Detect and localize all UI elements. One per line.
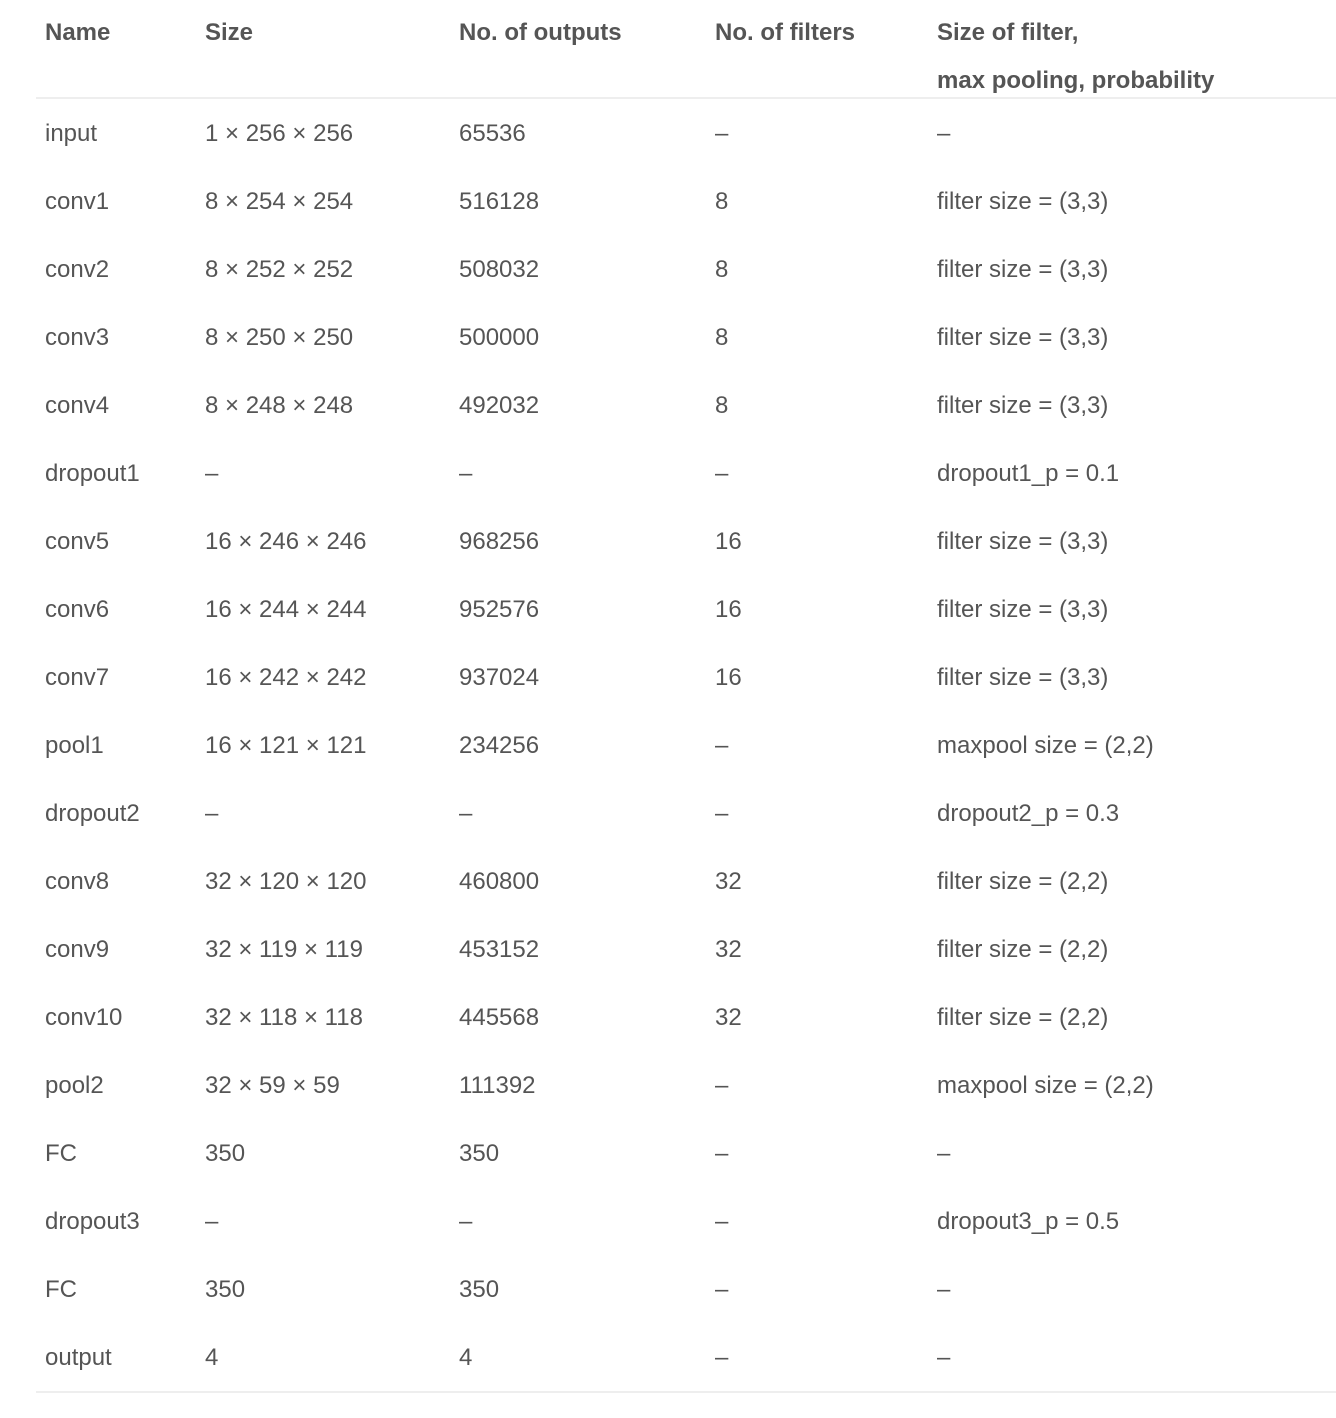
cell-size: –	[205, 460, 219, 487]
cell-name: conv2	[45, 256, 110, 283]
cell-filters: 16	[715, 528, 742, 555]
table-header	[36, 0, 1336, 98]
cell-size: –	[205, 1208, 219, 1235]
cell-name: pool2	[45, 1072, 104, 1099]
cell-outputs: 234256	[459, 732, 540, 759]
cell-filter-size: filter size = (3,3)	[937, 188, 1109, 215]
table-row	[36, 168, 1336, 236]
cell-filters: 8	[715, 256, 729, 283]
cell-size: 32 × 59 × 59	[205, 1072, 340, 1099]
table-row	[36, 1120, 1336, 1188]
cell-size: 16 × 244 × 244	[205, 596, 367, 623]
layer-table-container	[36, 0, 1336, 1393]
cell-name: conv6	[45, 596, 110, 623]
cell-filter-size: filter size = (3,3)	[937, 324, 1109, 351]
cell-size: 32 × 120 × 120	[205, 868, 367, 895]
cell-size: 8 × 248 × 248	[205, 392, 354, 419]
cell-outputs: –	[459, 1208, 473, 1235]
cell-name: conv9	[45, 936, 110, 963]
cell-name: conv3	[45, 324, 110, 351]
table-row	[36, 576, 1336, 644]
cell-filters: 8	[715, 188, 729, 215]
cell-filters: –	[715, 732, 729, 759]
cell-filter-size: filter size = (3,3)	[937, 528, 1109, 555]
header-filter-size	[928, 0, 1336, 98]
cell-filter-size: dropout2_p = 0.3	[937, 800, 1120, 827]
cell-filters: –	[715, 460, 729, 487]
cell-name: output	[36, 1324, 196, 1392]
header-row	[36, 0, 1336, 98]
cell-outputs: 460800	[459, 868, 540, 895]
cell-name: dropout1	[45, 460, 140, 487]
cell-outputs: 4	[450, 1324, 706, 1392]
cell-filters: 32	[715, 936, 742, 963]
cell-filter-size: dropout1_p = 0.1	[937, 460, 1120, 487]
layer-table	[36, 0, 1336, 1393]
cell-name: dropout2	[45, 800, 140, 827]
cell-filters: –	[715, 1140, 729, 1167]
cell-size: 16 × 121 × 121	[205, 732, 367, 759]
cell-name: conv8	[45, 868, 110, 895]
cell-name: conv7	[45, 664, 110, 691]
header-filter-size-line1: Size of filter,	[937, 19, 1079, 46]
cell-size: 4	[196, 1324, 450, 1392]
table-row	[36, 440, 1336, 508]
table-row	[36, 984, 1336, 1052]
cell-size: 8 × 252 × 252	[205, 256, 354, 283]
cell-name: conv10	[45, 1004, 123, 1031]
table-row	[36, 712, 1336, 780]
cell-name: dropout3	[45, 1208, 140, 1235]
table-row	[36, 1256, 1336, 1324]
cell-outputs: 111392	[459, 1072, 536, 1099]
header-filters: No. of filters	[706, 0, 928, 98]
cell-filters: 32	[715, 1004, 742, 1031]
cell-filter-size: –	[937, 1276, 951, 1303]
cell-size: 16 × 242 × 242	[205, 664, 367, 691]
cell-filter-size: –	[937, 119, 951, 147]
cell-filters: 8	[715, 324, 729, 351]
cell-outputs: –	[459, 460, 473, 487]
header-size: Size	[196, 0, 450, 98]
cell-filter-size: filter size = (3,3)	[937, 392, 1109, 419]
cell-filter-size: –	[937, 1140, 951, 1167]
cell-name: pool1	[45, 732, 104, 759]
table-row	[36, 644, 1336, 712]
cell-filter-size: filter size = (2,2)	[937, 1004, 1109, 1031]
cell-filter-size: filter size = (2,2)	[937, 936, 1109, 963]
cell-outputs: 445568	[459, 1004, 540, 1031]
cell-size: 32 × 118 × 118	[205, 1004, 363, 1031]
cell-outputs: 516128	[459, 188, 540, 215]
cell-outputs: 968256	[459, 528, 540, 555]
cell-filter-size: maxpool size = (2,2)	[937, 732, 1154, 759]
cell-outputs: 952576	[459, 596, 540, 623]
cell-filters: 16	[715, 596, 742, 623]
cell-size: –	[205, 800, 219, 827]
cell-outputs: 350	[459, 1276, 500, 1303]
table-row	[36, 1188, 1336, 1256]
cell-size: 350	[205, 1276, 246, 1303]
table-row	[36, 236, 1336, 304]
cell-outputs: 492032	[459, 392, 540, 419]
cell-size: 8 × 254 × 254	[205, 188, 354, 215]
cell-filters: 8	[715, 392, 729, 419]
table-row	[36, 916, 1336, 984]
table-row	[36, 508, 1336, 576]
cell-filter-size: filter size = (3,3)	[937, 664, 1109, 691]
cell-outputs: 508032	[459, 256, 540, 283]
cell-filter-size: filter size = (3,3)	[937, 596, 1109, 623]
cell-size: 350	[205, 1140, 246, 1167]
cell-filter-size: –	[928, 1324, 1336, 1392]
cell-name: input	[45, 119, 98, 147]
table-row	[36, 98, 1336, 168]
cell-filter-size: filter size = (2,2)	[937, 868, 1109, 895]
cell-filters: –	[706, 1324, 928, 1392]
cell-filters: –	[715, 1072, 729, 1099]
cell-outputs: 453152	[459, 936, 540, 963]
cell-outputs: 937024	[459, 664, 540, 691]
cell-filters: 16	[715, 664, 742, 691]
cell-outputs: 65536	[459, 119, 526, 147]
cell-name: conv5	[45, 528, 110, 555]
table-row	[36, 1052, 1336, 1120]
cell-name: conv4	[45, 392, 110, 419]
table-row	[36, 372, 1336, 440]
cell-name: conv1	[45, 188, 110, 215]
cell-filters: –	[715, 1208, 729, 1235]
table-row	[36, 304, 1336, 372]
cell-filter-size: dropout3_p = 0.5	[937, 1208, 1120, 1235]
cell-filters: 32	[715, 868, 742, 895]
cell-size: 16 × 246 × 246	[205, 528, 367, 555]
cell-filters: –	[715, 119, 729, 147]
header-name: Name	[36, 0, 196, 98]
cell-filters: –	[715, 1276, 729, 1303]
cell-name: FC	[45, 1276, 77, 1303]
cell-filter-size: maxpool size = (2,2)	[937, 1072, 1154, 1099]
table-row	[36, 780, 1336, 848]
cell-filter-size: filter size = (3,3)	[937, 256, 1109, 283]
header-outputs: No. of outputs	[450, 0, 706, 98]
cell-outputs: 500000	[459, 324, 540, 351]
header-filter-size-line2: max pooling, probability	[937, 67, 1215, 94]
cell-size: 32 × 119 × 119	[205, 936, 363, 963]
table-row	[36, 848, 1336, 916]
cell-outputs: 350	[459, 1140, 500, 1167]
cell-size: 8 × 250 × 250	[205, 324, 354, 351]
cell-name: FC	[45, 1140, 77, 1167]
table-body	[36, 98, 1336, 1392]
cell-filters: –	[715, 800, 729, 827]
table-row	[36, 1324, 1336, 1392]
cell-size: 1 × 256 × 256	[205, 119, 354, 147]
cell-outputs: –	[459, 800, 473, 827]
